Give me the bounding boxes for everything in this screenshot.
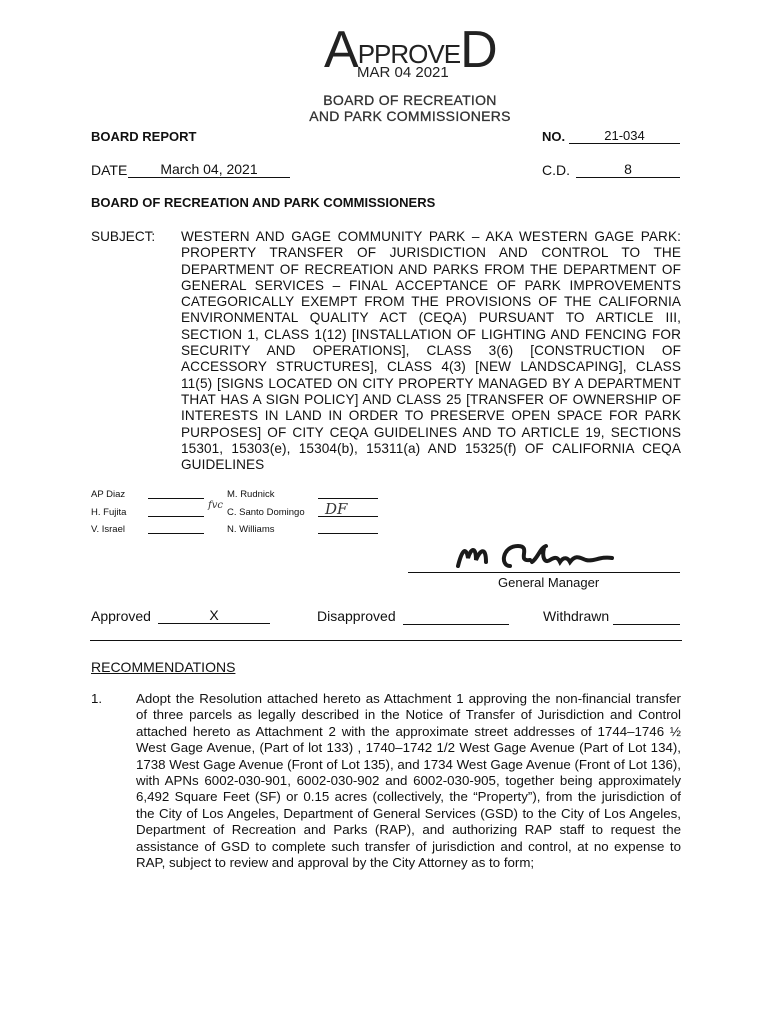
handwritten-initials-df: DF	[325, 500, 348, 518]
initials-line	[148, 533, 204, 534]
recommendation-1-text: Adopt the Resolution attached hereto as Attachment 1 approving the non-financial transfer of three parcels as legally described in the Notice of Transfer of Jurisdiction and Control attached hereto as Attachment 2 with the approximate street addresses of 1744–1746 ½ West Gage Avenue, (Part of lot 133) , 1740–1742 1/2 West Gage Avenue (Part of Lot 134), 1738 West Gage Avenue (Front of Lot 135), and 1734 West Gage Avenue (Front of Lot 136), with APNs 6002-030-901, 6002-030-902 and 6002-030-905, together being approximately 6,492 Square Feet (SF) or 0.15 acres (collectively, the “Property”), from the jurisdiction of the City of Los Angeles, Department of General Services (GSD) to the City of Los Angeles, Department of Recreation and Parks (RAP), and authorizing RAP staff to request the assistance of GSD to complete such transfer of jurisdiction and control, at no expense to RAP, subject to review and approval by the City Attorney as to form;	[136, 691, 681, 871]
cd-label: C.D.	[542, 162, 570, 178]
initials-right-2: C. Santo Domingo	[227, 507, 305, 518]
initials-right-3: N. Williams	[227, 524, 275, 535]
disapproved-label: Disapproved	[317, 608, 396, 624]
initials-line	[318, 533, 378, 534]
initials-left-3: V. Israel	[91, 524, 125, 535]
initials-line	[148, 498, 204, 499]
handwritten-initials-fvc: fvc	[208, 500, 223, 511]
subject-text: WESTERN AND GAGE COMMUNITY PARK – AKA WESTERN GAGE PARK: PROPERTY TRANSFER OF JURISDICTION AND CONTROL TO THE DEPARTMENT OF RECREATION AND PARKS FROM THE DEPARTMENT OF GENERAL SERVICES – FINAL ACCEPTANCE OF PARK IMPROVEMENTS CATEGORICALLY EXEMPT FROM THE PROVISIONS OF THE CALIFORNIA ENVIRONMENTAL QUALITY ACT (CEQA) PURSUANT TO ARTICLE III, SECTION 1, CLASS 1(12) [INSTALLATION OF LIGHTING AND FENCING FOR SECURITY AND OPERATIONS], CLASS 3(6) [CONSTRUCTION OF ACCESSORY STRUCTURES], CLASS 4(3) [NEW LANDSCAPING], CLASS 11(5) [SIGNS LOCATED ON CITY PROPERTY MANAGED BY A DEPARTMENT THAT HAS A SIGN POLICY] AND CLASS 25 [TRANSFER OF OWNERSHIP OF INTERESTS IN LAND IN ORDER TO PRESERVE OPEN SPACE FOR PARK PURPOSES] OF CITY CEQA GUIDELINES AND TO ARTICLE 19, SECTIONS 15301, 15303(e), 15304(b), 15311(a) AND 15325(f) OF CALIFORNIA CEQA GUIDELINES	[181, 229, 681, 473]
initials-line	[148, 516, 204, 517]
recommendations-heading: RECOMMENDATIONS	[91, 659, 236, 675]
subject-label: SUBJECT:	[91, 229, 156, 244]
initials-left-1: AP Diaz	[91, 489, 126, 500]
signature-line	[408, 572, 680, 573]
initials-right-1: M. Rudnick	[227, 489, 275, 500]
cd-value: 8	[576, 161, 680, 178]
report-no-label: NO.	[542, 129, 566, 144]
stamp-letter-d: D	[460, 21, 497, 79]
withdrawn-label: Withdrawn	[543, 608, 610, 624]
date-value: March 04, 2021	[128, 161, 290, 178]
approved-label: Approved	[91, 608, 151, 624]
section-divider	[90, 640, 682, 641]
approved-stamp	[300, 20, 520, 130]
signature-text	[501, 552, 505, 553]
initials-left-2: H. Fujita	[91, 507, 127, 518]
board-title: BOARD OF RECREATION AND PARK COMMISSIONERS	[91, 195, 436, 210]
board-report-label: BOARD REPORT	[91, 129, 197, 144]
stamp-org-line2: AND PARK COMMISSIONERS	[309, 108, 511, 124]
disapproved-line	[403, 607, 509, 625]
stamp-org-line1: BOARD OF RECREATION	[323, 92, 497, 108]
signature-title: General Manager	[498, 575, 600, 590]
date-label: DATE	[91, 162, 128, 178]
stamp-date: MAR 04 2021	[357, 64, 449, 81]
stamp-letters-mid: PPROVE	[357, 39, 461, 69]
recommendation-1-number: 1.	[91, 691, 103, 706]
stamp-letter-a: A	[324, 21, 358, 79]
initials-line	[318, 498, 378, 499]
approved-mark: X	[158, 607, 270, 624]
withdrawn-line	[613, 607, 680, 625]
report-no-value: 21-034	[569, 128, 680, 144]
